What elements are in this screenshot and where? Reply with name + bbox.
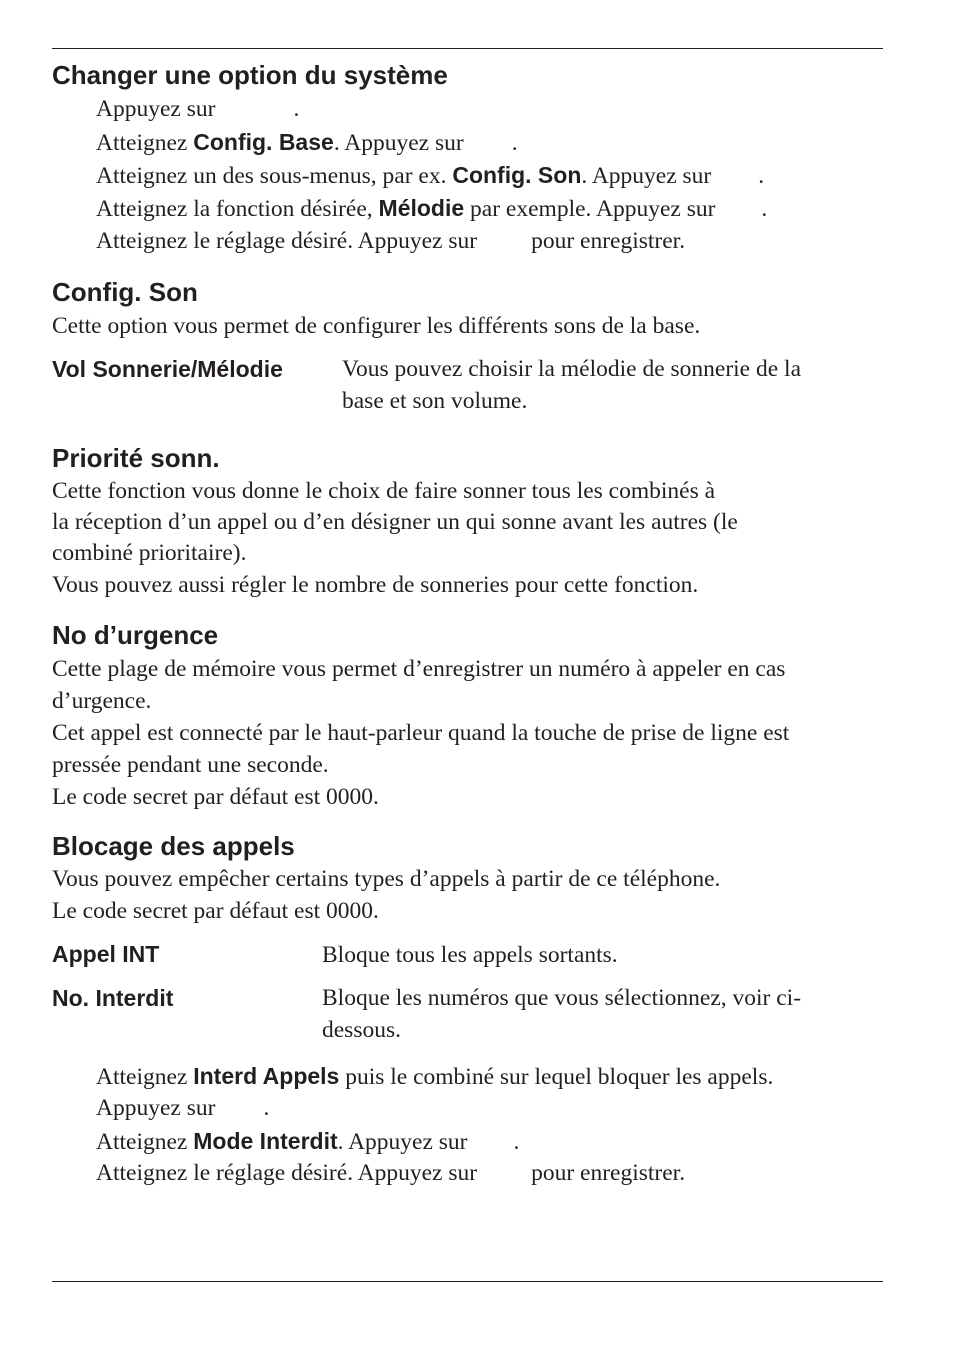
- step-save-2: [96, 1157, 685, 1189]
- step-text: .: [513, 1129, 520, 1155]
- urgence-line: pressée pendant une seconde.: [52, 752, 329, 778]
- step-text: Atteignez la fonction désirée,: [96, 196, 379, 222]
- step-press-ok: [96, 1092, 269, 1124]
- menu-config-son: Config. Son: [452, 162, 582, 188]
- step-text: Appuyez sur: [96, 96, 216, 122]
- step-text: pour enregistrer.: [531, 228, 686, 254]
- step-text: pour enregistrer.: [531, 1160, 686, 1186]
- priorite-line: Cette fonction vous donne le choix de faire sonner tous les combinés à: [52, 478, 716, 504]
- step-text: .: [758, 163, 765, 189]
- menu-mode-interdit: Mode Interdit: [193, 1128, 338, 1154]
- step-text: . Appuyez sur: [581, 163, 712, 189]
- urgence-line: Cet appel est connecté par le haut-parleur quand la touche de prise de ligne est: [52, 720, 790, 746]
- step-text: Atteignez le réglage désiré. Appuyez sur: [96, 1160, 478, 1186]
- desc-vol-sonnerie-2: base et son volume.: [342, 388, 528, 414]
- step-text: Atteignez le réglage désiré. Appuyez sur: [96, 228, 478, 254]
- heading-config-son: Config. Son: [52, 277, 198, 307]
- step-config-son: [96, 159, 764, 192]
- desc-no-interdit-2: dessous.: [322, 1017, 401, 1043]
- menu-config-base: Config. Base: [193, 129, 334, 155]
- step-text: . Appuyez sur: [337, 1129, 468, 1155]
- term-appel-int: Appel INT: [52, 941, 160, 967]
- urgence-line: Le code secret par défaut est 0000.: [52, 784, 379, 810]
- top-rule: [52, 48, 883, 49]
- menu-melodie: Mélodie: [378, 195, 465, 221]
- step-press-menu: [96, 93, 299, 125]
- bottom-rule: [52, 1281, 883, 1282]
- step-text: .: [761, 196, 768, 222]
- heading-changer-option: Changer une option du système: [52, 60, 448, 90]
- step-interd-appels: [96, 1060, 773, 1093]
- urgence-line: Cette plage de mémoire vous permet d’enregistrer un numéro à appeler en cas: [52, 656, 786, 682]
- step-text: .: [511, 130, 518, 156]
- priorite-line: la réception d’un appel ou d’en désigner un qui sonne avant les autres (le: [52, 509, 738, 535]
- desc-appel-int: Bloque tous les appels sortants.: [322, 942, 618, 968]
- step-text: Appuyez sur: [96, 1095, 216, 1121]
- blocage-line: Le code secret par défaut est 0000.: [52, 898, 379, 924]
- blocage-line: Vous pouvez empêcher certains types d’appels à partir de ce téléphone.: [52, 866, 721, 892]
- step-text: Atteignez: [96, 1064, 194, 1090]
- desc-no-interdit-1: Bloque les numéros que vous sélectionnez, voir ci-: [322, 985, 802, 1011]
- term-no-interdit: No. Interdit: [52, 985, 174, 1011]
- step-config-base: [96, 126, 518, 159]
- step-text: .: [293, 96, 300, 122]
- step-text: Atteignez un des sous-menus, par ex.: [96, 163, 453, 189]
- priorite-line: combiné prioritaire).: [52, 540, 247, 566]
- heading-no-urgence: No d’urgence: [52, 620, 219, 650]
- step-text: par exemple. Appuyez sur: [464, 196, 716, 222]
- step-melodie: [96, 192, 767, 225]
- step-text: puis le combiné sur lequel bloquer les appels.: [339, 1064, 774, 1090]
- heading-priorite-sonn: Priorité sonn.: [52, 443, 220, 473]
- config-son-text: Cette option vous permet de configurer les différents sons de la base.: [52, 313, 701, 339]
- step-mode-interdit: [96, 1125, 519, 1158]
- step-text: . Appuyez sur: [333, 130, 464, 156]
- menu-interd-appels: Interd Appels: [193, 1063, 340, 1089]
- desc-vol-sonnerie-1: Vous pouvez choisir la mélodie de sonnerie de la: [342, 356, 801, 382]
- urgence-line: d’urgence.: [52, 688, 152, 714]
- heading-blocage-appels: Blocage des appels: [52, 831, 295, 861]
- step-save: [96, 225, 685, 257]
- step-text: .: [263, 1095, 270, 1121]
- priorite-line: Vous pouvez aussi régler le nombre de sonneries pour cette fonction.: [52, 572, 699, 598]
- term-vol-sonnerie: Vol Sonnerie/Mélodie: [52, 356, 283, 382]
- step-text: Atteignez: [96, 130, 194, 156]
- step-text: Atteignez: [96, 1129, 194, 1155]
